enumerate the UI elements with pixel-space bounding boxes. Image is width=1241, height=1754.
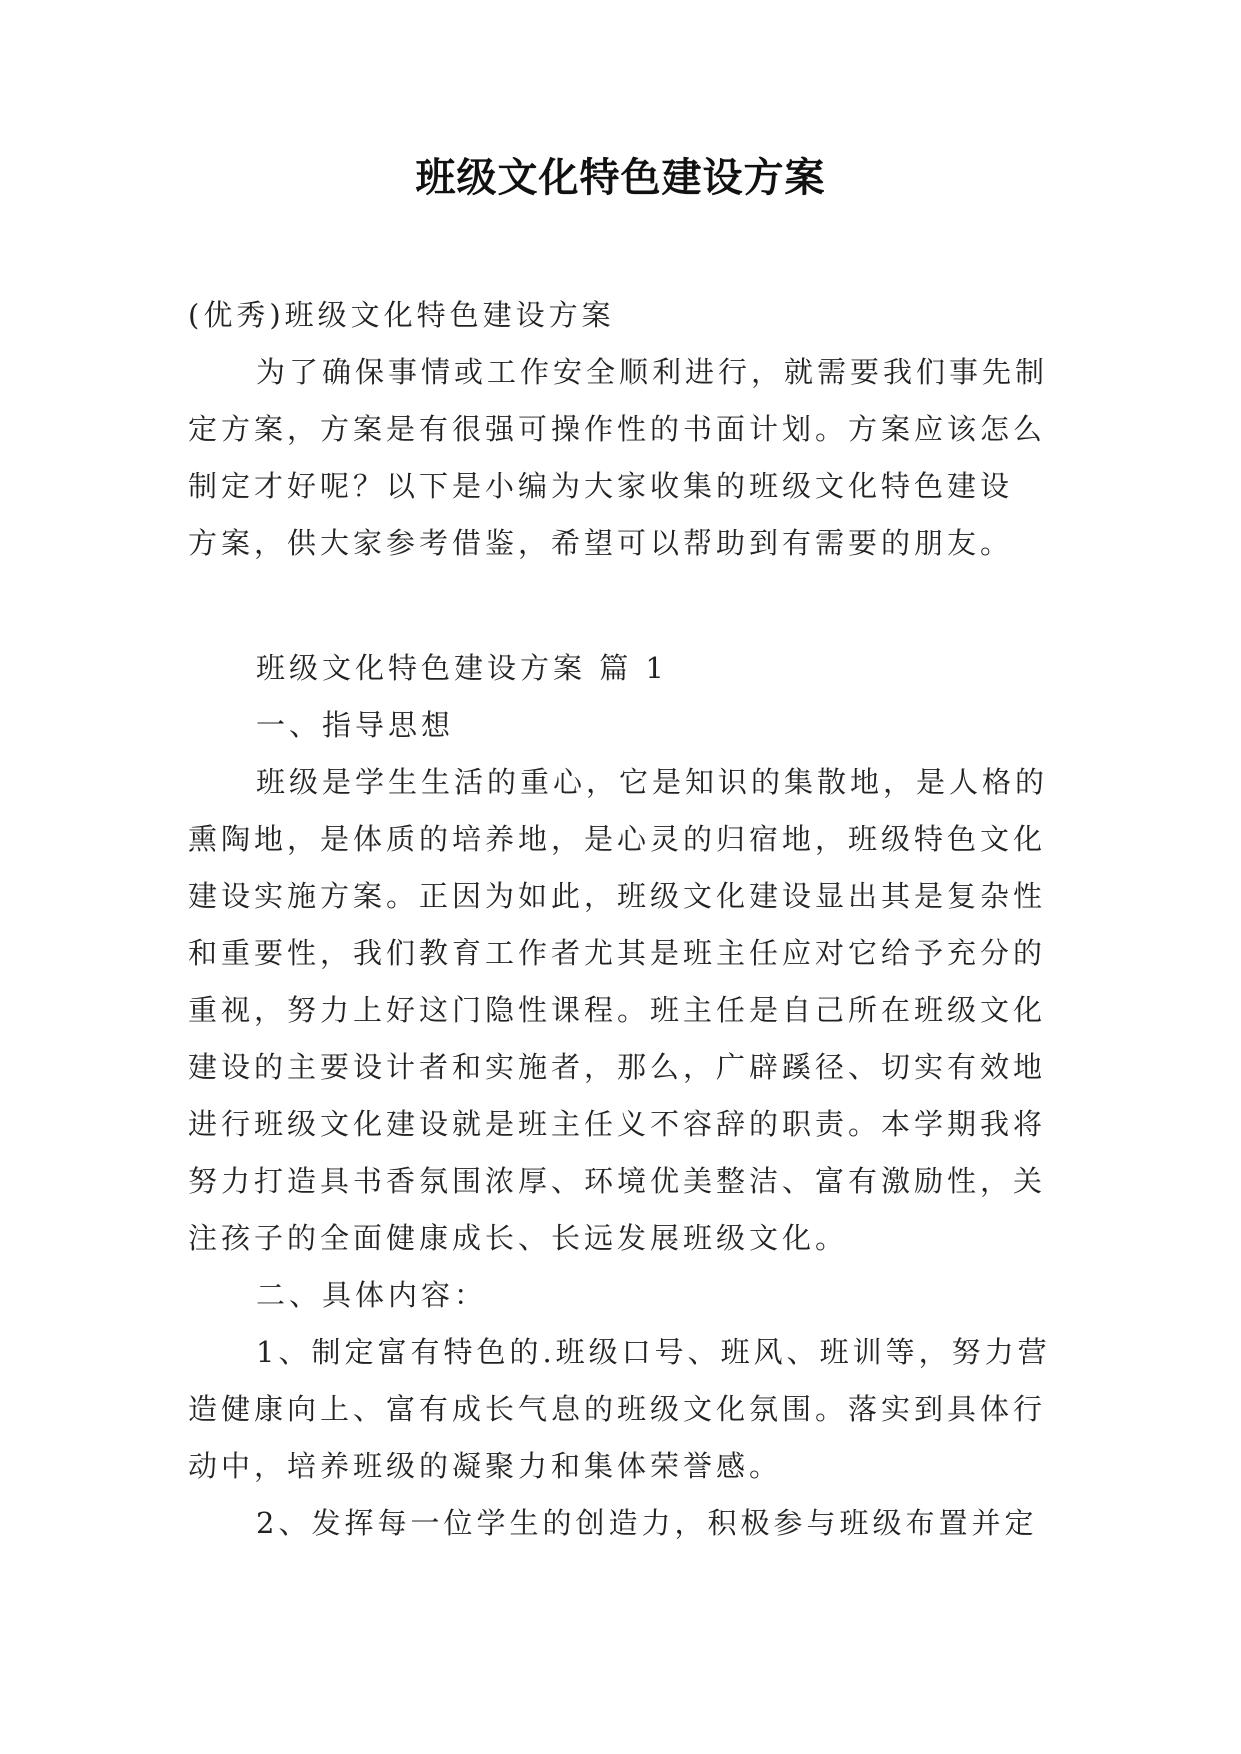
part1-heading: 一、指导思想 bbox=[256, 708, 455, 742]
paragraph-line: 造健康向上、富有成长气息的班级文化氛围。落实到具体行 bbox=[188, 1392, 1047, 1426]
paragraph-line: 重视，努力上好这门隐性课程。班主任是自己所在班级文化 bbox=[188, 993, 1047, 1027]
paragraph-line: 2、发挥每一位学生的创造力，积极参与班级布置并定 bbox=[256, 1506, 1038, 1540]
paragraph-line: 熏陶地，是体质的培养地，是心灵的归宿地，班级特色文化 bbox=[188, 822, 1047, 856]
paragraph-line: 为了确保事情或工作安全顺利进行，就需要我们事先制 bbox=[256, 355, 1049, 389]
paragraph-line: 班级是学生生活的重心，它是知识的集散地，是人格的 bbox=[256, 765, 1049, 799]
section-heading: 班级文化特色建设方案 篇 1 bbox=[256, 651, 668, 685]
paragraph-line: 建设实施方案。正因为如此，班级文化建设显出其是复杂性 bbox=[188, 879, 1047, 913]
paragraph-line: 1、制定富有特色的.班级口号、班风、班训等，努力营 bbox=[256, 1335, 1051, 1369]
paragraph-line: 方案，供大家参考借鉴，希望可以帮助到有需要的朋友。 bbox=[188, 526, 1014, 560]
paragraph-line: 定方案，方案是有很强可操作性的书面计划。方案应该怎么 bbox=[188, 412, 1047, 446]
paragraph-line: 和重要性，我们教育工作者尤其是班主任应对它给予充分的 bbox=[188, 936, 1047, 970]
section-body bbox=[188, 640, 1054, 1552]
document-subtitle bbox=[188, 287, 1054, 344]
intro-paragraph bbox=[188, 344, 1054, 572]
paragraph-line: 建设的主要设计者和实施者，那么，广辟蹊径、切实有效地 bbox=[188, 1050, 1047, 1084]
part2-heading: 二、具体内容： bbox=[256, 1278, 488, 1312]
paragraph-line: 努力打造具书香氛围浓厚、环境优美整洁、富有激励性，关 bbox=[188, 1164, 1047, 1198]
paragraph-line: 制定才好呢？以下是小编为大家收集的班级文化特色建设 bbox=[188, 469, 1014, 503]
paragraph-line: 进行班级文化建设就是班主任义不容辞的职责。本学期我将 bbox=[188, 1107, 1047, 1141]
paragraph-line: 动中，培养班级的凝聚力和集体荣誉感。 bbox=[188, 1449, 783, 1483]
paragraph-line: 注孩子的全面健康成长、长远发展班级文化。 bbox=[188, 1221, 849, 1255]
subtitle-line: (优秀)班级文化特色建设方案 bbox=[188, 298, 615, 332]
document-title: 班级文化特色建设方案 bbox=[415, 154, 826, 201]
